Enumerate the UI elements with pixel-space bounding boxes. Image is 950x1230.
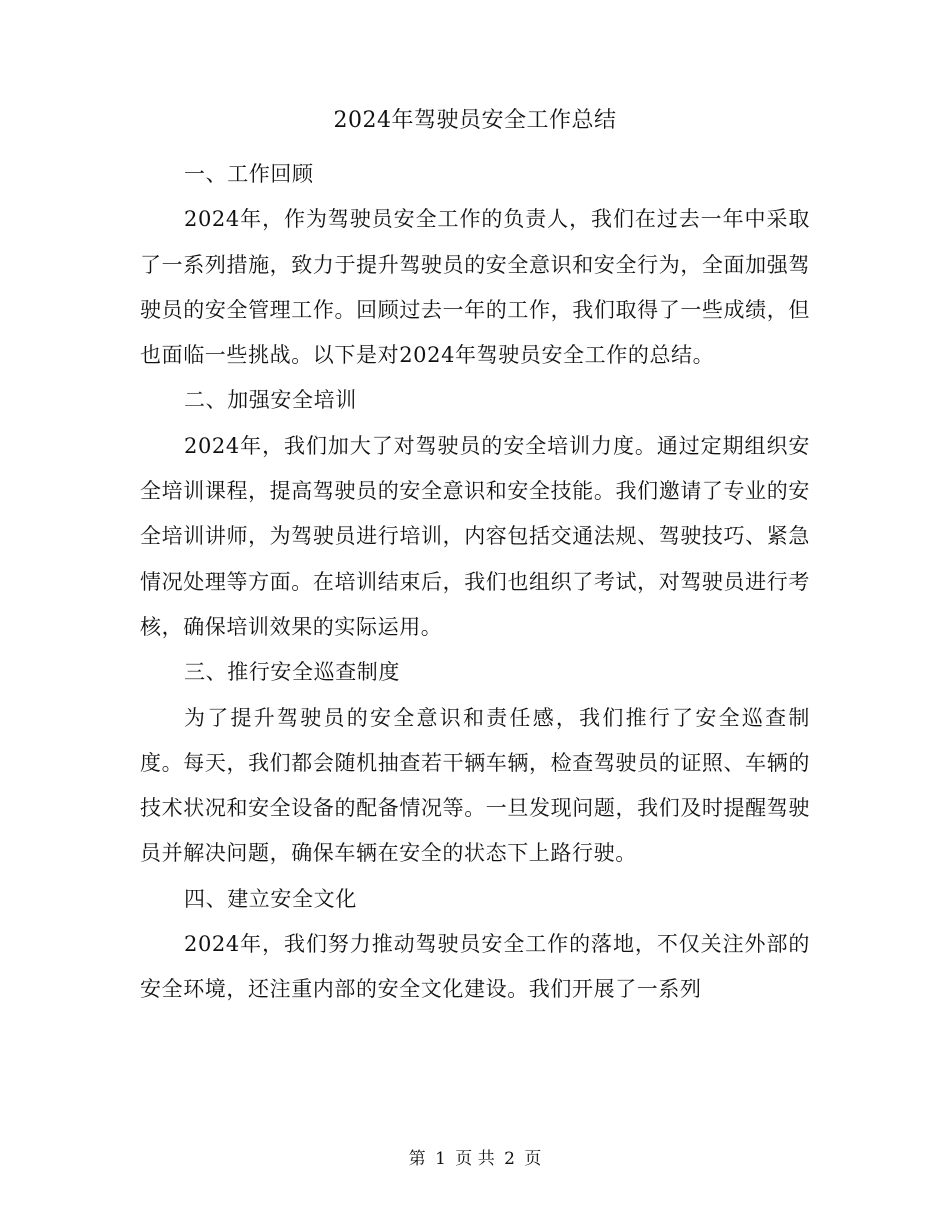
document-body <box>140 152 810 1013</box>
page-footer <box>0 1146 950 1172</box>
paragraph-culture: 2024年，我们努力推动驾驶员安全工作的落地，不仅关注外部的安全环境，还注重内部的安全文化建设。我们开展了一系列 <box>140 932 810 1002</box>
section-heading-culture: 四、建立安全文化 <box>184 886 357 911</box>
section-heading-review: 一、工作回顾 <box>184 162 314 186</box>
page-label-prefix: 第 <box>408 1149 426 1169</box>
section-heading-training: 二、加强安全培训 <box>184 388 357 413</box>
section-heading-inspection: 三、推行安全巡查制度 <box>184 660 400 685</box>
paragraph-training: 2024年，我们加大了对驾驶员的安全培训力度。通过定期组织安全培训课程，提高驾驶员的安全意识和安全技能。我们邀请了专业的安全培训讲师，为驾驶员进行培训，内容包括交通法规、驾驶技巧、紧急情况处理等方面。在培训结束后，我们也组织了考试，对驾驶员进行考核，确保培训效果的实际运用。 <box>140 433 810 639</box>
paragraph-inspection: 为了提升驾驶员的安全意识和责任感，我们推行了安全巡查制度。每天，我们都会随机抽查若干辆车辆，检查驾驶员的证照、车辆的技术状况和安全设备的配备情况等。一旦发现问题，我们及时提醒驾驶员并解决问题，确保车辆在安全的状态下上路行驶。 <box>140 705 810 866</box>
paragraph-review: 2024年，作为驾驶员安全工作的负责人，我们在过去一年中采取了一系列措施，致力于提升驾驶员的安全意识和安全行为，全面加强驾驶员的安全管理工作。回顾过去一年的工作，我们取得了一些成绩，但也面临一些挑战。以下是对2024年驾驶员安全工作的总结。 <box>140 207 810 368</box>
page-number: 1 <box>435 1149 446 1169</box>
page-total: 2 <box>504 1149 515 1169</box>
document-title: 2024年驾驶员安全工作总结 <box>333 108 617 133</box>
page-label-mid: 页 共 <box>455 1149 495 1169</box>
page-label-suffix: 页 <box>524 1149 542 1169</box>
